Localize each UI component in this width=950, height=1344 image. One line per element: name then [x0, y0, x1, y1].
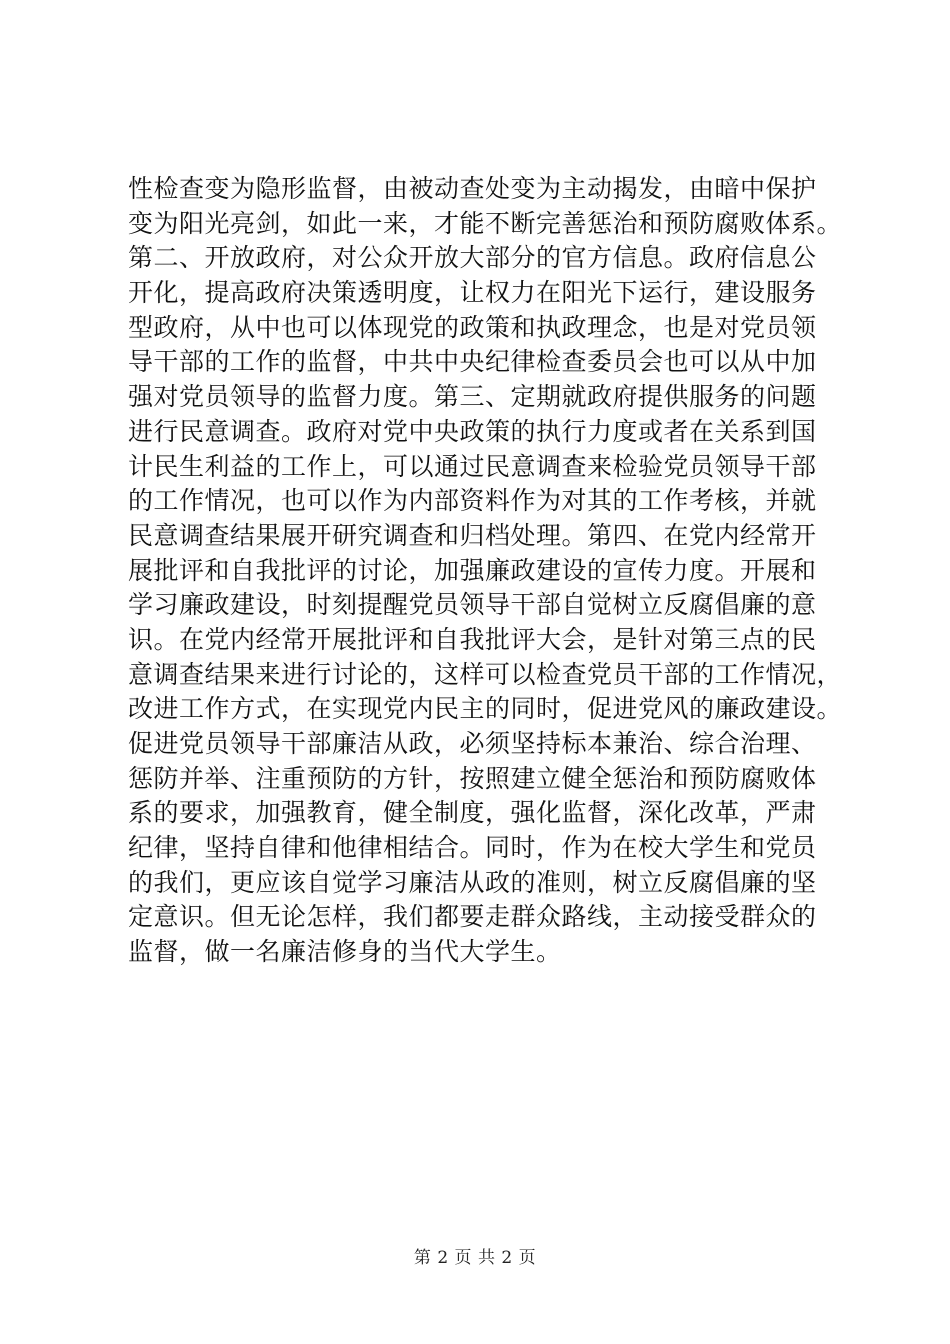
text-line: 进行民意调查。政府对党中央政策的执行力度或者在关系到国	[128, 416, 817, 446]
body-text	[128, 172, 843, 970]
text-line: 定意识。但无论怎样，我们都要走群众路线，主动接受群众的	[128, 902, 817, 932]
text-line: 变为阳光亮剑，如此一来，才能不断完善惩治和预防腐败体系。	[128, 208, 843, 238]
page-number-footer: 第 2 页 共 2 页	[413, 1248, 537, 1268]
text-line: 强对党员领导的监督力度。第三、定期就政府提供服务的问题	[128, 382, 817, 412]
text-line: 惩防并举、注重预防的方针，按照建立健全惩治和预防腐败体	[128, 763, 817, 793]
text-line: 导干部的工作的监督，中共中央纪律检查委员会也可以从中加	[128, 347, 817, 377]
text-line: 展批评和自我批评的讨论，加强廉政建设的宣传力度。开展和	[128, 555, 817, 585]
text-line: 型政府，从中也可以体现党的政策和执政理念，也是对党员领	[128, 312, 817, 342]
text-line: 性检查变为隐形监督，由被动查处变为主动揭发，由暗中保护	[128, 174, 817, 203]
text-line: 计民生利益的工作上，可以通过民意调查来检验党员领导干部	[128, 451, 817, 481]
text-line: 识。在党内经常开展批评和自我批评大会，是针对第三点的民	[128, 624, 817, 654]
text-line: 系的要求，加强教育，健全制度，强化监督，深化改革，严肃	[128, 798, 817, 828]
text-line: 的我们，更应该自觉学习廉洁从政的准则，树立反腐倡廉的坚	[128, 867, 817, 897]
text-line: 第二、开放政府，对公众开放大部分的官方信息。政府信息公	[128, 243, 817, 273]
text-line: 的工作情况，也可以作为内部资料作为对其的工作考核，并就	[128, 486, 817, 516]
text-line: 纪律，坚持自律和他律相结合。同时，作为在校大学生和党员	[128, 833, 817, 863]
text-line: 促进党员领导干部廉洁从政，必须坚持标本兼治、综合治理、	[128, 729, 817, 758]
text-line: 监督，做一名廉洁修身的当代大学生。	[128, 937, 562, 967]
text-line: 民意调查结果展开研究调查和归档处理。第四、在党内经常开	[128, 520, 817, 550]
text-line: 开化，提高政府决策透明度，让权力在阳光下运行，建设服务	[128, 278, 817, 308]
text-line: 学习廉政建设，时刻提醒党员领导干部自觉树立反腐倡廉的意	[128, 590, 817, 620]
text-line: 改进工作方式，在实现党内民主的同时，促进党风的廉政建设。	[128, 694, 843, 724]
text-line: 意调查结果来进行讨论的，这样可以检查党员干部的工作情况，	[128, 659, 843, 689]
